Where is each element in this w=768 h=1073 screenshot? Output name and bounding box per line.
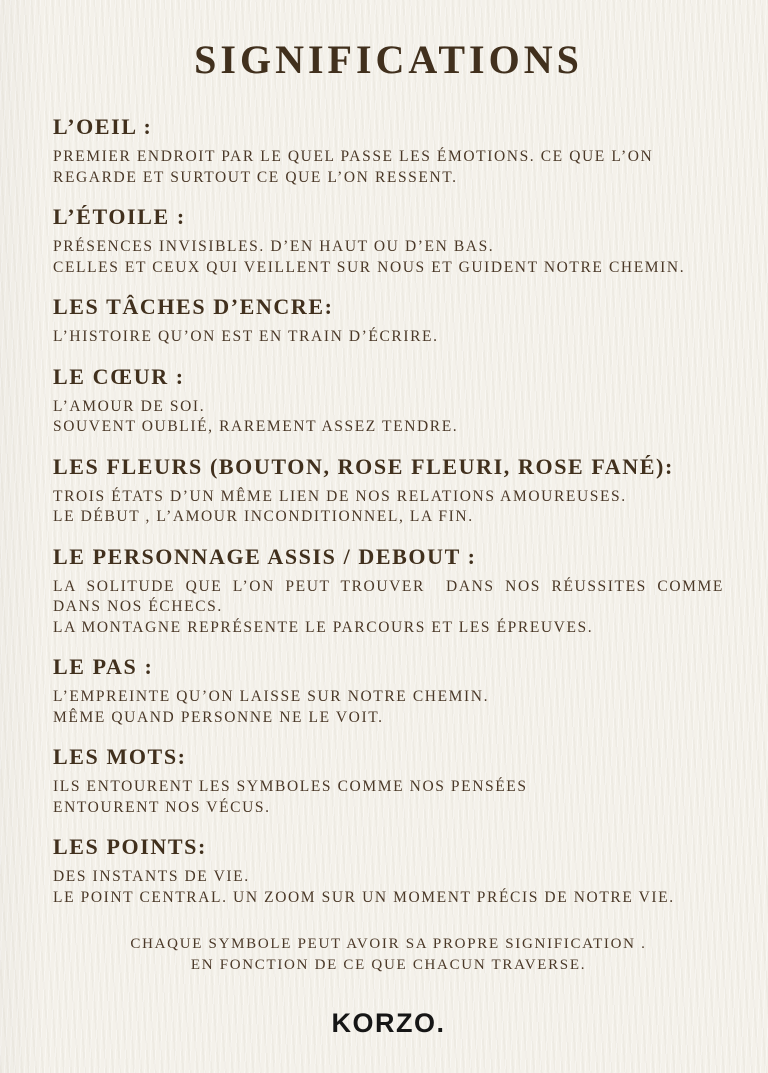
body-line: LA MONTAGNE REPRÉSENTE LE PARCOURS ET LES ÉPREUVES.: [53, 618, 594, 636]
body-line: L’EMPREINTE QU’ON LAISSE SUR NOTRE CHEMIN.: [53, 688, 490, 705]
body-line: SOUVENT OUBLIÉ, RAREMENT ASSEZ TENDRE.: [53, 418, 459, 435]
closing-note: [53, 934, 724, 976]
body-line: CELLES ET CEUX QUI VEILLENT SUR NOUS ET GUIDENT NOTRE CHEMIN.: [53, 258, 686, 276]
section-heading: LE CŒUR :: [53, 363, 185, 389]
closing-line: CHAQUE SYMBOLE PEUT AVOIR SA PROPRE SIGNIFICATION .: [130, 936, 647, 952]
section-heading: LE PERSONNAGE ASSIS / DEBOUT :: [53, 543, 477, 569]
body-line: LA SOLITUDE QUE L’ON PEUT TROUVER DANS NOS RÉUSSITES COMME: [53, 577, 724, 595]
body-line: LE DÉBUT , L’AMOUR INCONDITIONNEL, LA FIN.: [53, 508, 474, 525]
page-title: SIGNIFICATIONS: [194, 37, 583, 82]
body-line: DES INSTANTS DE VIE.: [53, 868, 250, 885]
section-body: [53, 487, 724, 528]
section-heading: L’OEIL :: [53, 114, 153, 139]
symbol-section: [53, 454, 724, 528]
body-line: PREMIER ENDROIT PAR LE QUEL PASSE LES ÉMOTIONS. CE QUE L’ON: [53, 148, 654, 165]
body-line: ILS ENTOURENT LES SYMBOLES COMME NOS PENSÉES: [53, 778, 528, 795]
section-heading: LE PAS :: [53, 654, 154, 679]
body-line: DANS NOS ÉCHECS.: [53, 598, 223, 615]
section-body: [53, 327, 724, 348]
section-heading: LES TÂCHES D’ENCRE:: [53, 294, 334, 319]
section-heading: LES FLEURS (BOUTON, ROSE FLEURI, ROSE FANÉ):: [53, 453, 674, 479]
symbol-section: [53, 294, 724, 348]
section-body: [53, 777, 724, 818]
symbol-section: [53, 654, 724, 728]
body-line: L’HISTOIRE QU’ON EST EN TRAIN D’ÉCRIRE.: [53, 328, 439, 345]
section-heading: LES MOTS:: [53, 744, 187, 769]
body-line: REGARDE ET SURTOUT CE QUE L’ON RESSENT.: [53, 168, 458, 186]
symbol-section: [53, 114, 724, 188]
section-body: [53, 867, 724, 908]
section-body: [53, 397, 724, 438]
closing-line: EN FONCTION DE CE QUE CHACUN TRAVERSE.: [190, 957, 587, 973]
section-heading: L’ÉTOILE :: [53, 204, 186, 229]
symbol-section: [53, 544, 724, 639]
section-body: [53, 147, 724, 188]
sections-list: [53, 114, 724, 908]
brand-logo: KORZO.: [331, 1008, 446, 1038]
symbol-section: [53, 364, 724, 438]
symbol-section: [53, 744, 724, 818]
body-line: L’AMOUR DE SOI.: [53, 397, 206, 415]
body-line: MÊME QUAND PERSONNE NE LE VOIT.: [53, 708, 384, 726]
section-heading: LES POINTS:: [53, 834, 207, 859]
body-line: PRÉSENCES INVISIBLES. D’EN HAUT OU D’EN BAS.: [53, 238, 495, 255]
body-line: LE POINT CENTRAL. UN ZOOM SUR UN MOMENT PRÉCIS DE NOTRE VIE.: [53, 888, 675, 906]
section-body: [53, 687, 724, 728]
body-line: TROIS ÉTATS D’UN MÊME LIEN DE NOS RELATIONS AMOUREUSES.: [53, 487, 627, 505]
section-body: [53, 577, 724, 639]
body-line: ENTOURENT NOS VÉCUS.: [53, 798, 271, 816]
section-body: [53, 237, 724, 278]
symbol-section: [53, 834, 724, 908]
symbol-section: [53, 204, 724, 278]
